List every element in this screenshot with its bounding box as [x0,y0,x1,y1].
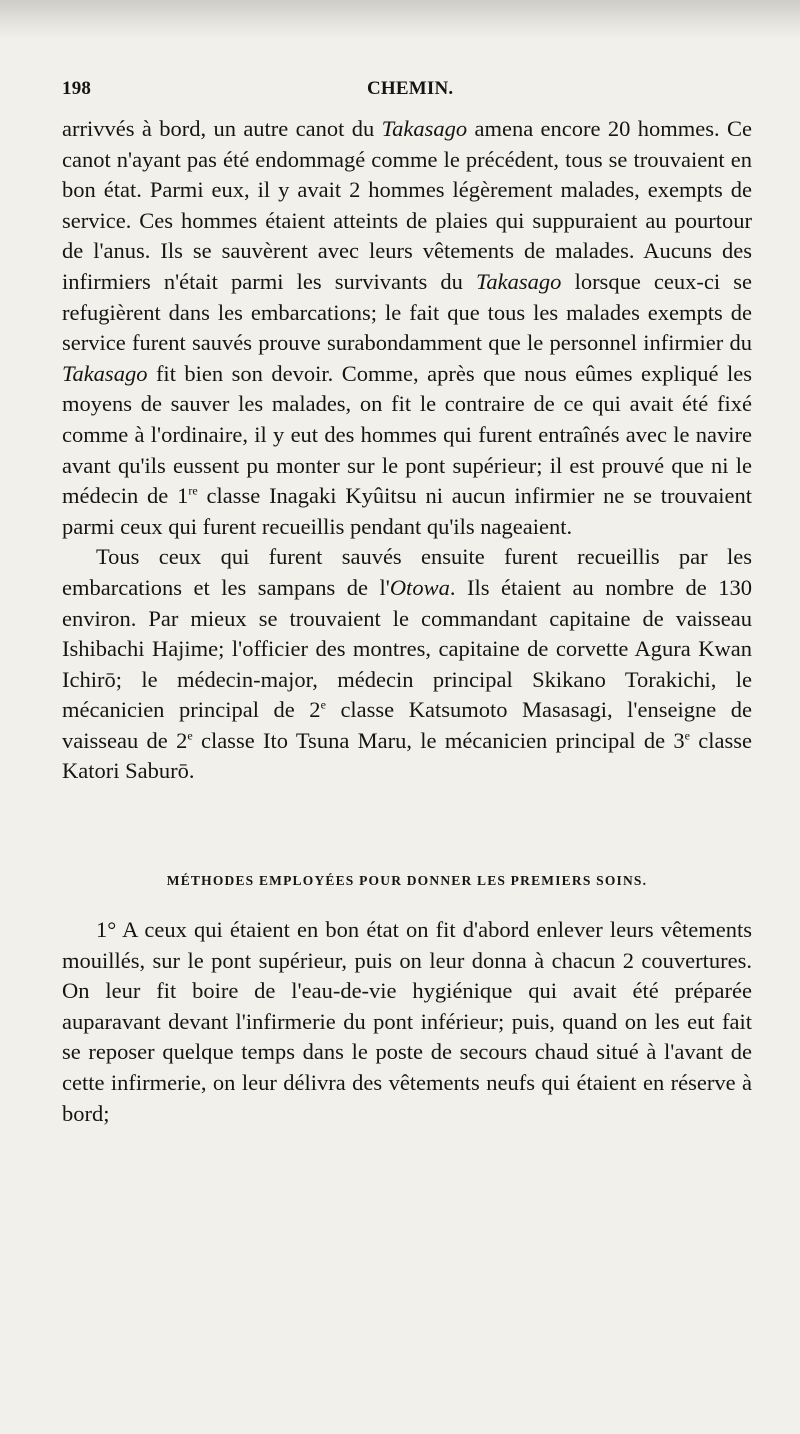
text-run: classe Ito Tsuna Maru, le mécanicien principal de 3 [192,727,685,753]
text-run: Tous ceux qui furent sauvés ensuite furent recueillis par les embarcations et les sampans de l' [62,544,752,600]
paragraph-first-aid: 1° A ceux qui étaient en bon état on fit d'abord enlever leurs vêtements mouillés, sur le pont supérieur, puis on leur donna à chacun 2 couvertures. On leur fit boire de l'eau-de-vie hygiénique qui avait été préparée auparavant devant l'infirmerie du pont inférieur; puis, quand on les eut fait se reposer quelque temps dans le poste de secours chaud situé à l'avant de cette infirmerie, on leur délivra des vêtements neufs qui étaient en réserve à bord; [62,917,752,1126]
text-run: amena encore 20 hommes. Ce canot n'ayant pas été endommagé comme le précédent, tous se trouvaient en bon état. Parmi eux, il y avait 2 hommes légèrement malades, exempts de service. Ces hommes étaient atteints de plaies qui suppuraient au pourtour de l'anus. Ils se sauvèrent avec leurs vêtements de malades. Aucuns des infirmiers n'était parmi les survivants du [62,116,752,294]
text-run: classe Katsumoto Masasagi, l'enseigne de vaisseau de 2 [62,697,752,753]
ship-name: Takasago [381,116,468,141]
text-run: classe Katori Saburō. [62,727,752,784]
ordinal-superscript: e [684,728,690,743]
ordinal-superscript: e [320,697,326,712]
body-text [62,114,752,787]
section-text [62,915,752,1129]
ship-name: Takasago [475,268,562,294]
text-run: arrivvés à bord, un autre canot du [62,116,382,141]
paragraph-survivors [62,542,752,787]
text-run: classe Inagaki Kyûitsu ni aucun infirmier ne se trouvaient parmi ceux qui furent recueillis pendant qu'ils nageaient. [62,483,752,539]
running-head [62,78,752,108]
text-run: lorsque ceux-ci se refugièrent dans les embarcations; le fait que tous les malades exempts de service furent sauvés prouve surabondamment que le personnel infirmier du [62,268,752,356]
ship-name: Otowa [389,574,450,600]
running-title: CHEMIN. [367,78,454,99]
ordinal-superscript: e [187,728,193,743]
page-number: 198 [62,78,92,99]
paragraph-continued [62,114,752,542]
section-heading: MÉTHODES EMPLOYÉES POUR DONNER LES PREMIERS SOINS. [166,873,648,889]
scan-edge [0,0,800,40]
ship-name: Takasago [62,360,148,386]
document-page [62,78,752,1129]
text-run: fit bien son devoir. Comme, après que nous eûmes expliqué les moyens de sauver les malades, on fit le contraire de ce qui avait été fixé comme à l'ordinaire, il y eut des hommes qui furent entraînés avec le navire avant qu'ils eussent pu monter sur le pont supérieur; il est prouvé que ni le médecin de 1 [62,360,752,509]
text-run: . Ils étaient au nombre de 130 environ. Par mieux se trouvaient le commandant capitaine de vaisseau Ishibachi Hajime; l'officier des montres, capitaine de corvette Agura Kwan Ichirō; le médecin-major, médecin principal Skikano Torakichi, le mécanicien principal de 2 [62,574,752,723]
ordinal-superscript: re [188,483,198,498]
